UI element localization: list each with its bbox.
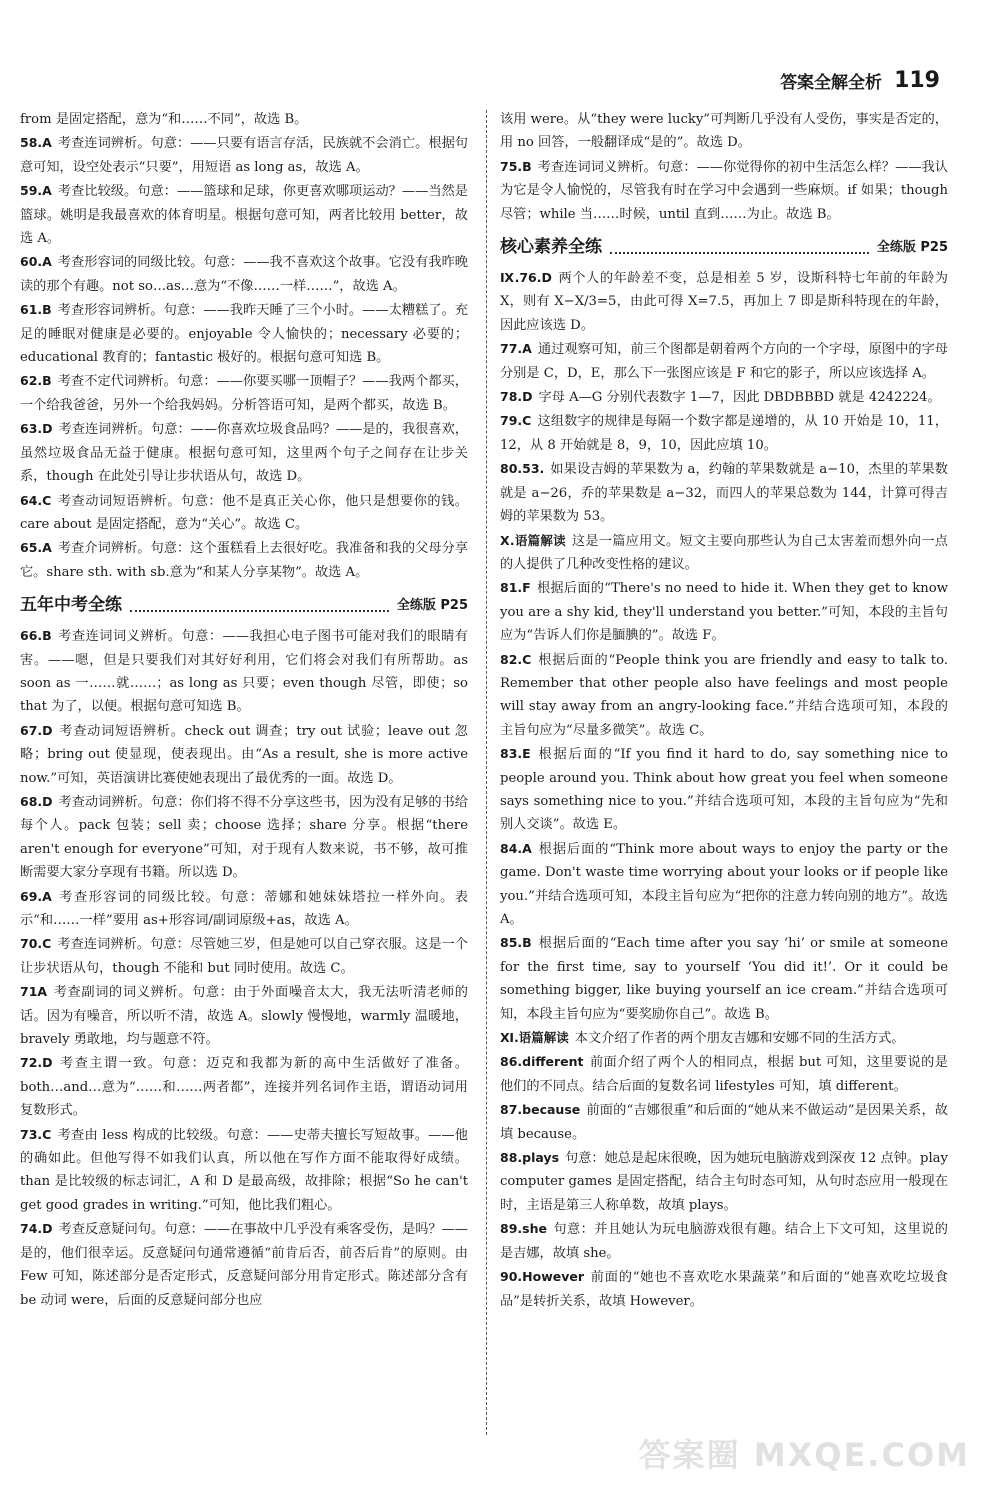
answer-number: 90.However	[500, 1269, 585, 1285]
answer-entry	[20, 298, 468, 369]
answer-explanation: 考查不定代词辨析。句意：——你要买哪一顶帽子？——我两个都买，一个给我爸爸，另外一个给我妈妈。分析答语可知，是两个都买，故选 B。	[20, 374, 468, 413]
answer-entry	[500, 337, 948, 385]
answer-number: 70.C	[20, 936, 52, 952]
answer-number: 63.D	[20, 421, 53, 437]
answer-entry	[20, 536, 468, 584]
answer-number: 71A	[20, 984, 48, 1000]
answer-entry	[20, 1217, 468, 1312]
answer-explanation: 本文介绍了作者的两个朋友吉娜和安娜不同的生活方式。	[574, 1031, 905, 1047]
answer-explanation: 考查由 less 构成的比较级。句意：——史蒂夫擅长写短故事。——他的确如此。但他写得不如我们认真，所以他在写作方面不能取得好成绩。than 是比较级的标志词汇，A 和 D 是最高级，故排除；根据“So he can't get good grades in writing.”可知，他比我们粗心。	[20, 1127, 468, 1213]
answer-number: 86.different	[500, 1054, 584, 1070]
answer-entry	[500, 529, 948, 577]
answer-explanation: 考查连词辨析。句意：——你喜欢垃圾食品吗？——是的，我很喜欢，虽然垃圾食品无益于健康。根据句意可知，这里两个句子之间存在让步关系，though 在此处引导让步状语从句，故选 D。	[20, 422, 468, 485]
answer-entry	[500, 837, 948, 932]
answer-entry	[500, 457, 948, 528]
answer-number: 67.D	[20, 722, 53, 738]
answer-explanation: 这是一篇应用文。短文主要向那些认为自己太害羞而想外向一点的人提供了几种改变性格的建议。	[500, 533, 948, 572]
answer-entry	[500, 1146, 948, 1217]
answer-number: 75.B	[500, 158, 532, 174]
answer-entry	[20, 719, 468, 790]
answer-explanation: 考查动词短语辨析。句意：他不是真正关心你，他只是想要你的钱。care about 是固定搭配，意为“关心”。故选 C。	[20, 493, 468, 532]
answer-number: Ⅺ.语篇解读	[500, 1030, 569, 1046]
answer-explanation: 根据后面的“Each time after you say ‘hi’ or smile at someone for the first time, say to yourself ‘You did it!’. Or it could be something bigger, like buying yourself an ice cream.”并结合选项可知，本段主旨句应为“要奖励你自己”。故选 B。	[500, 936, 948, 1022]
answer-number: 80.53.	[500, 461, 545, 477]
answer-entry	[500, 648, 948, 743]
answer-number: 69.A	[20, 888, 52, 904]
answer-explanation: 考查连词辨析。句意：——只要有语言存活，民族就不会消亡。根据句意可知，设空处表示“只要”，用短语 as long as，故选 A。	[20, 136, 468, 175]
answer-explanation: 考查形容词的同级比较。句意：蒂娜和她妹妹塔拉一样外向。表示“和……一样”要用 as+形容词/副词原级+as，故选 A。	[20, 889, 468, 928]
answer-entry	[500, 385, 948, 409]
answer-entry	[20, 250, 468, 298]
answer-entry	[20, 932, 468, 980]
answer-entry	[500, 1098, 948, 1146]
section-title: 五年中考全练	[20, 595, 122, 616]
answer-explanation: 考查比较级。句意：——篮球和足球，你更喜欢哪项运动？——当然是篮球。姚明是我最喜欢的体育明星。根据句意可知，两者比较用 better，故选 A。	[20, 184, 468, 247]
section-tag: 全练版 P25	[396, 598, 468, 614]
answer-number: 84.A	[500, 840, 532, 856]
answer-explanation: 考查形容词的同级比较。句意：——我不喜欢这个故事。它没有我昨晚读的那个有趣。not so…as…意为“不像……一样……”，故选 A。	[20, 255, 468, 294]
answer-entry	[20, 885, 468, 933]
answer-list	[500, 155, 948, 226]
answer-number: 88.plays	[500, 1150, 560, 1166]
answer-entry	[500, 576, 948, 647]
answer-number: 79.C	[500, 413, 532, 429]
answer-number: 78.D	[500, 389, 533, 405]
answer-entry	[500, 1265, 948, 1313]
answer-explanation: 前面的“吉娜很重”和后面的“她从来不做运动”是因果关系，故填 because。	[500, 1103, 948, 1142]
answer-entry	[500, 742, 948, 837]
answer-number: 65.A	[20, 540, 52, 556]
right-column	[500, 108, 948, 1313]
answer-number: 62.B	[20, 373, 52, 389]
answer-number: 60.A	[20, 254, 52, 270]
answer-number: 85.B	[500, 935, 532, 951]
header-title: 答案全解全析	[780, 72, 883, 93]
answer-explanation: 两个人的年龄差不变，总是相差 5 岁，设斯科特七年前的年龄为 X，则有 X−X/3=5，由此可得 X=7.5，再加上 7 即是斯科特现在的年龄，因此应该选 D。	[500, 271, 948, 333]
continuation-text: 该用 were。从“they were lucky”可判断几乎没有人受伤，事实是否定的，用 no 回答，一般翻译成“是的”。故选 D。	[500, 112, 948, 151]
page-header	[780, 60, 940, 100]
answer-entry	[500, 266, 948, 337]
answer-number: 59.A	[20, 183, 52, 199]
answer-entry	[500, 1026, 948, 1050]
answer-number: 89.she	[500, 1221, 547, 1237]
watermark: 答案圈 MXQE.COM	[638, 1436, 970, 1474]
answer-number: Ⅹ.语篇解读	[500, 532, 566, 548]
answer-list	[500, 266, 948, 1313]
answer-entry	[500, 1050, 948, 1098]
answer-explanation: 如果设吉姆的苹果数为 a，约翰的苹果数就是 a−10，杰里的苹果数就是 a−26，乔的苹果数是 a−32，而四人的苹果总数为 144，计算可得吉姆的苹果数为 53。	[500, 462, 948, 525]
answer-number: 72.D	[20, 1055, 53, 1071]
answer-number: 66.B	[20, 628, 52, 644]
section-header	[20, 594, 468, 618]
answer-explanation: 句意：她总是起床很晚，因为她玩电脑游戏到深夜 12 点钟。play computer games 是固定搭配，结合主句时态可知，从句时态应用一般现在时，主语是第三人称单数，故填 plays。	[500, 1151, 948, 1213]
answer-number: 82.C	[500, 651, 532, 667]
answer-explanation: 根据后面的“There's no need to hide it. When they get to know you are a shy kid, they'll understand you better.”可知，本段的主旨句应为“告诉人们你是腼腆的”。故选 F。	[500, 581, 948, 644]
column-divider	[486, 110, 487, 1435]
answer-explanation: 考查副词的词义辨析。句意：由于外面噪音太大，我无法听清老师的话。因为有噪音，所以听不清，故选 A。slowly 慢慢地，warmly 温暖地，bravely 勇敢地，均与题意不符。	[20, 985, 468, 1048]
answer-explanation: 考查连词词义辨析。句意：——我担心电子图书可能对我们的眼睛有害。——嗯，但是只要我们对其好好利用，它们将会对我们有所帮助。as soon as 一……就……；as long as 只要；even though 尽管，即使；so that 为了，以便。根据句意可知选 B。	[20, 629, 468, 715]
answer-number: 68.D	[20, 793, 53, 809]
answer-entry	[500, 1217, 948, 1265]
answer-explanation: 考查反意疑问句。句意：——在事故中几乎没有乘客受伤，是吗？——是的，他们很幸运。反意疑问句通常遵循“前肯后否，前否后肯”的原则。由 Few 可知，陈述部分是否定形式，反意疑问部分用肯定形式。陈述部分含有 be 动词 were，后面的反意疑问部分也应	[20, 1222, 468, 1308]
answer-explanation: 考查连词辨析。句意：尽管她三岁，但是她可以自己穿衣服。这是一个让步状语从句，though 不能和 but 同时使用。故选 C。	[20, 937, 468, 976]
section-title: 核心素养全练	[500, 237, 602, 258]
answer-number: 87.because	[500, 1102, 581, 1118]
answer-number: Ⅸ.76.D	[500, 270, 552, 286]
answer-entry	[500, 155, 948, 226]
answer-explanation: 根据后面的“Think more about ways to enjoy the party or the game. Don't waste time worrying about your looks or if people like you.”并结合选项可知，本段主旨句应为“把你的注意力转向别的地方”。故选 A。	[500, 841, 948, 927]
answer-entry	[500, 931, 948, 1026]
section-dots	[130, 600, 389, 612]
answer-explanation: 考查动词短语辨析。check out 调查；try out 试验；leave out 忽略；bring out 使显现，使表现出。由“As a result, she is more active now.”可知，英语演讲比赛使她表现出了最优秀的一面。故选 D。	[20, 723, 468, 786]
section-tag: 全练版 P25	[876, 240, 948, 256]
answer-explanation: 考查形容词辨析。句意：——我昨天睡了三个小时。——太糟糕了。充足的睡眠对健康是必要的。enjoyable 令人愉快的；necessary 必要的；educational 教育的；fantastic 极好的。根据句意可知选 B。	[20, 303, 468, 366]
answer-entry	[20, 1051, 468, 1122]
answer-number: 77.A	[500, 341, 532, 357]
answer-explanation: 考查连词词义辨析。句意：——你觉得你的初中生活怎么样？——我认为它是令人愉悦的，尽管我有时在学习中会遇到一些麻烦。if 如果；though 尽管；while 当……时候，until 直到……为止。故选 B。	[500, 159, 948, 222]
answer-explanation: 这组数字的规律是每隔一个数字都是递增的，从 10 开始是 10，11，12，从 8 开始就是 8，9，10，因此应填 10。	[500, 414, 948, 453]
answer-explanation: 通过观察可知，前三个图都是朝着两个方向的一个字母，原图中的字母分别是 C，D，E，那么下一张图应该是 F 和它的影子，所以应该选择 A。	[500, 342, 948, 381]
answer-explanation: 前面的“她也不喜欢吃水果蔬菜”和后面的“她喜欢吃垃圾食品”是转折关系，故填 However。	[500, 1270, 948, 1309]
answer-entry	[500, 409, 948, 457]
section-dots	[610, 242, 869, 254]
answer-explanation: 前面介绍了两个人的相同点，根据 but 可知，这里要说的是他们的不同点。结合后面的复数名词 lifestyles 可知，填 different。	[500, 1055, 948, 1094]
answer-list	[20, 624, 468, 1312]
answer-explanation: 句意：并且她认为玩电脑游戏很有趣。结合上下文可知，这里说的是吉娜，故填 she。	[500, 1222, 948, 1261]
answer-number: 58.A	[20, 135, 52, 151]
answer-number: 83.E	[500, 746, 531, 762]
answer-explanation: 字母 A—G 分别代表数字 1—7，因此 DBDBBBD 就是 4242224。	[538, 390, 941, 406]
answer-number: 73.C	[20, 1126, 52, 1142]
answer-entry	[20, 369, 468, 417]
answer-number: 64.C	[20, 492, 52, 508]
answer-list	[20, 131, 468, 584]
answer-entry	[20, 179, 468, 250]
answer-number: 81.F	[500, 580, 531, 596]
answer-entry	[20, 1123, 468, 1218]
left-column	[20, 108, 468, 1312]
page-number: 119	[894, 67, 940, 93]
answer-entry	[20, 417, 468, 488]
answer-entry	[20, 131, 468, 179]
answer-number: 61.B	[20, 302, 52, 318]
continuation-text: from 是固定搭配，意为“和……不同”，故选 B。	[20, 112, 308, 127]
answer-explanation: 考查介词辨析。句意：这个蛋糕看上去很好吃。我准备和我的父母分享它。share sth. with sb.意为“和某人分享某物”。故选 A。	[20, 541, 468, 580]
answer-entry	[20, 980, 468, 1051]
answer-entry	[20, 624, 468, 719]
section-header	[500, 236, 948, 260]
answer-number: 74.D	[20, 1221, 53, 1237]
answer-explanation: 根据后面的“People think you are friendly and easy to talk to. Remember that other people also have feelings and most people will stay away from an angry-looking face.”并结合选项可知，本段的主旨句应为“尽量多微笑”。故选 C。	[500, 652, 948, 738]
answer-entry	[20, 489, 468, 537]
answer-explanation: 考查动词辨析。句意：你们将不得不分享这些书，因为没有足够的书给每个人。pack 包装；sell 卖；choose 选择；share 分享。根据“there aren't enough for everyone”可知，对于现有人数来说，书不够，故可推断需要大家分享现有书籍。所以选 D。	[20, 794, 468, 881]
answer-explanation: 考查主谓一致。句意：迈克和我都为新的高中生活做好了准备。both…and…意为“……和……两者都”，连接并列名词作主语，谓语动词用复数形式。	[20, 1056, 468, 1119]
answer-entry	[20, 790, 468, 885]
answer-explanation: 根据后面的“If you find it hard to do, say something nice to people around you. Think about how great you feel when someone says something nice to you.”并结合选项可知，本段的主旨句应为“先和别人交谈”。故选 E。	[500, 747, 948, 833]
